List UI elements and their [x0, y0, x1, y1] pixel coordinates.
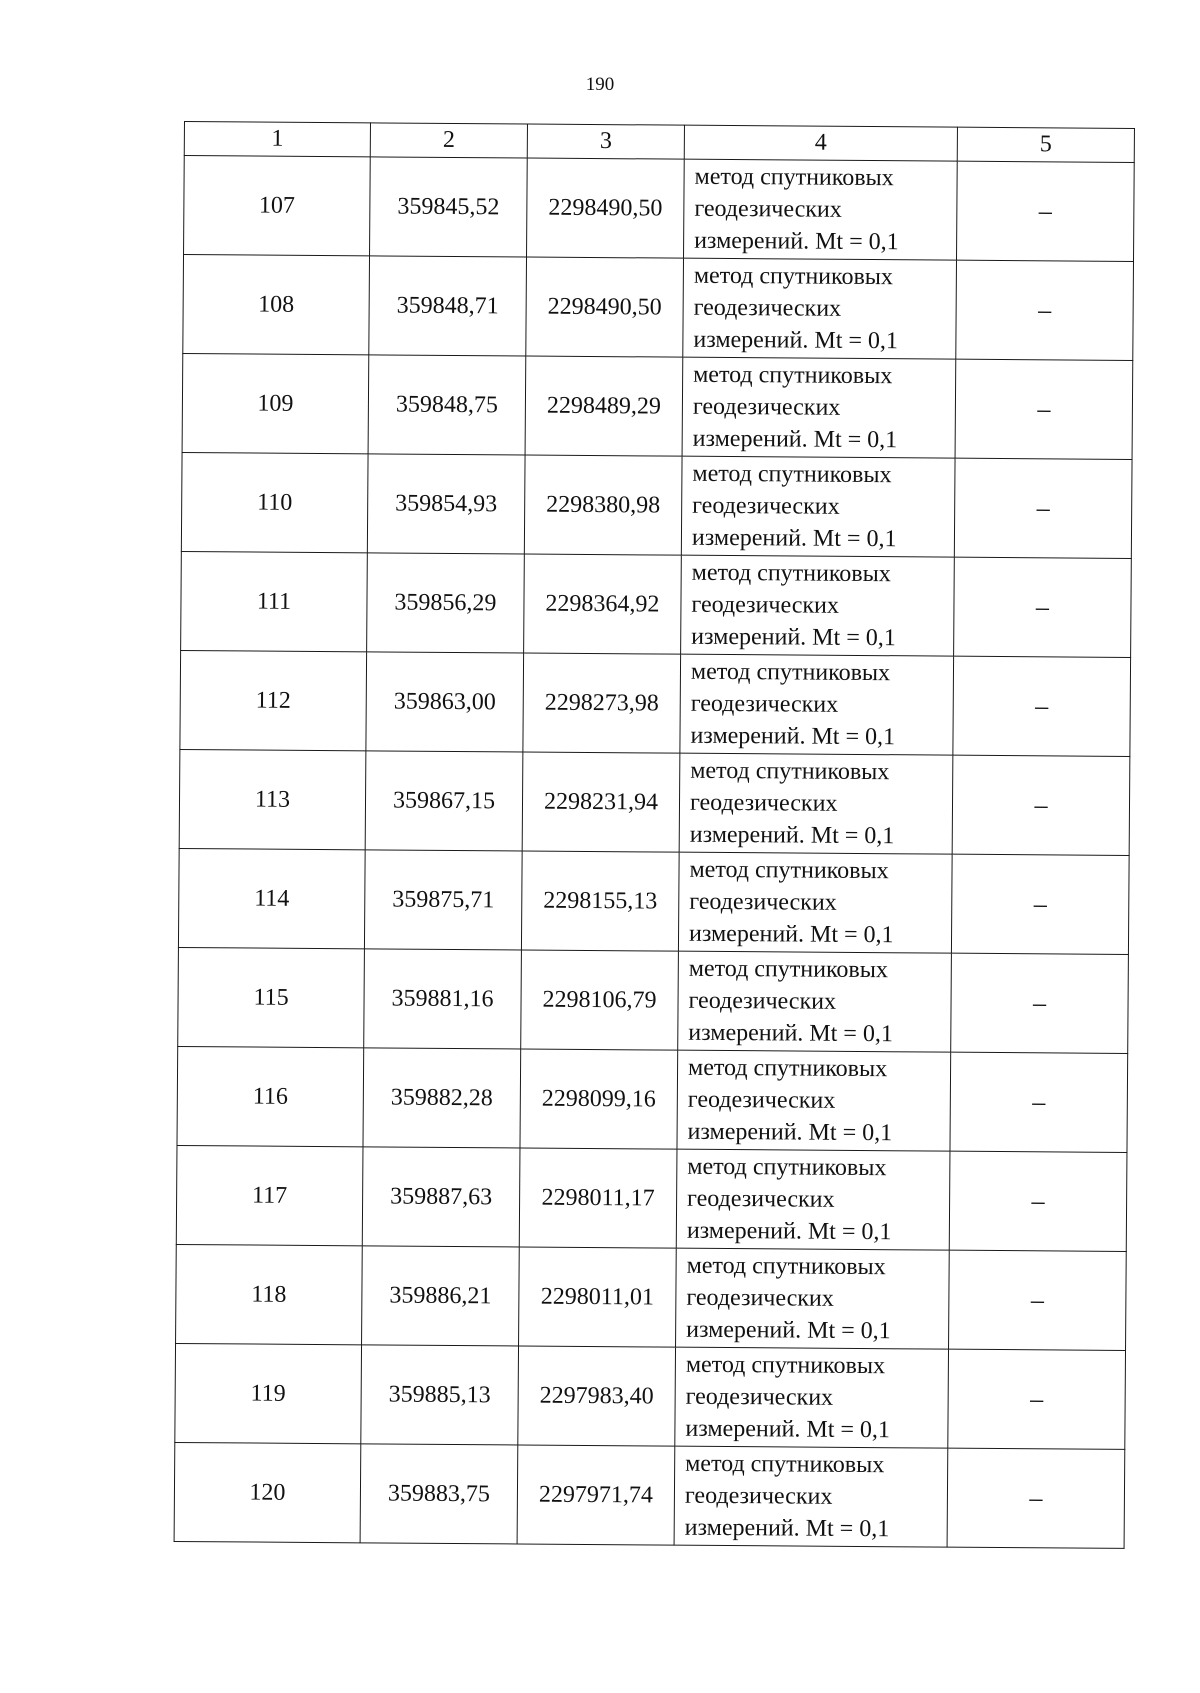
method-line-3: измерений. Mt = 0,1	[688, 920, 894, 949]
method-line-2: геодезических	[691, 591, 840, 619]
coordinate-x-cell: 359845,52	[370, 157, 528, 257]
method-line-1: метод спутниковых	[685, 1351, 886, 1380]
coordinate-y-cell: 2298099,16	[520, 1049, 678, 1149]
header-col-3: 3	[527, 124, 684, 159]
method-cell	[681, 456, 955, 557]
coordinate-x-cell: 359885,13	[361, 1345, 519, 1445]
page-number: 190	[585, 74, 615, 95]
point-number-cell: 108	[183, 255, 370, 355]
method-line-1: метод спутниковых	[690, 658, 891, 687]
method-line-1: метод спутниковых	[687, 1054, 888, 1083]
method-cell	[682, 357, 956, 458]
method-cell	[684, 159, 958, 260]
description-cell: –	[956, 260, 1134, 360]
method-line-3: измерений. Mt = 0,1	[693, 326, 899, 355]
coordinate-x-cell: 359882,28	[363, 1048, 521, 1148]
point-number-cell: 120	[174, 1442, 361, 1542]
method-cell	[676, 1149, 950, 1250]
coordinate-y-cell: 2297971,74	[517, 1445, 675, 1545]
table-row	[177, 1046, 1128, 1152]
method-cell	[676, 1248, 950, 1349]
method-line-2: геодезических	[694, 195, 842, 223]
method-line-2: геодезических	[687, 1185, 835, 1213]
coordinate-x-cell: 359848,75	[368, 355, 526, 455]
description-cell: –	[949, 1151, 1127, 1251]
coordinates-table-wrapper	[174, 121, 1135, 1549]
method-line-1: метод спутниковых	[691, 559, 891, 588]
table-row	[183, 255, 1134, 361]
method-line-1: метод спутниковых	[686, 1252, 886, 1281]
method-line-1: метод спутниковых	[685, 1450, 885, 1479]
table-row	[179, 749, 1130, 855]
table-row	[182, 353, 1133, 459]
table-row	[181, 551, 1132, 657]
description-cell: –	[952, 755, 1130, 855]
point-number-cell: 114	[178, 848, 365, 948]
header-col-1: 1	[184, 122, 370, 157]
coordinate-x-cell: 359875,71	[364, 850, 522, 950]
point-number-cell: 117	[176, 1145, 363, 1245]
point-number-cell: 116	[177, 1046, 364, 1146]
description-cell: –	[950, 1052, 1128, 1152]
point-number-cell: 107	[184, 156, 371, 256]
method-line-1: метод спутниковых	[693, 361, 893, 390]
method-cell	[678, 852, 952, 953]
description-cell: –	[947, 1448, 1125, 1548]
method-line-2: геодезических	[692, 492, 840, 520]
coordinate-x-cell: 359883,75	[360, 1444, 518, 1544]
method-line-1: метод спутниковых	[688, 955, 888, 984]
coordinate-y-cell: 2298364,92	[524, 554, 682, 654]
method-line-2: геодезических	[689, 789, 838, 817]
method-cell	[678, 951, 952, 1052]
method-line-2: геодезических	[688, 987, 837, 1015]
coordinate-x-cell: 359887,63	[362, 1147, 520, 1247]
coordinate-y-cell: 2298155,13	[521, 851, 679, 951]
method-cell	[674, 1446, 948, 1547]
method-cell	[679, 753, 953, 854]
table-row	[176, 1145, 1127, 1251]
coordinate-y-cell: 2298011,17	[519, 1148, 677, 1248]
coordinates-table	[174, 121, 1135, 1549]
method-line-1: метод спутниковых	[689, 856, 889, 885]
method-line-3: измерений. Mt = 0,1	[685, 1415, 891, 1444]
method-line-1: метод спутниковых	[690, 757, 890, 786]
method-line-3: измерений. Mt = 0,1	[691, 623, 896, 652]
description-cell: –	[953, 656, 1131, 756]
method-line-2: геодезических	[687, 1086, 836, 1114]
coordinate-y-cell: 2298106,79	[521, 950, 679, 1050]
method-line-3: измерений. Mt = 0,1	[686, 1316, 891, 1345]
method-line-3: измерений. Mt = 0,1	[689, 821, 895, 850]
method-line-2: геодезических	[693, 294, 842, 322]
method-cell	[677, 1050, 951, 1151]
coordinate-y-cell: 2298380,98	[524, 455, 682, 555]
method-line-3: измерений. Mt = 0,1	[690, 722, 896, 751]
table-row	[178, 848, 1129, 954]
method-line-3: измерений. Mt = 0,1	[694, 227, 899, 256]
method-line-2: геодезических	[685, 1383, 834, 1411]
table-row	[180, 650, 1131, 756]
method-cell	[681, 555, 955, 656]
method-cell	[680, 654, 954, 755]
method-line-3: измерений. Mt = 0,1	[691, 524, 897, 553]
description-cell: –	[949, 1250, 1127, 1350]
point-number-cell: 118	[176, 1244, 363, 1344]
method-cell	[675, 1347, 949, 1448]
method-line-3: измерений. Mt = 0,1	[692, 425, 898, 454]
point-number-cell: 109	[182, 353, 369, 453]
method-line-1: метод спутниковых	[687, 1153, 887, 1182]
method-line-3: измерений. Mt = 0,1	[687, 1118, 893, 1147]
method-line-2: геодезических	[692, 393, 841, 421]
method-line-3: измерений. Mt = 0,1	[686, 1217, 892, 1246]
point-number-cell: 110	[181, 452, 368, 552]
method-line-2: геодезических	[690, 690, 839, 718]
coordinate-y-cell: 2298490,50	[527, 158, 685, 258]
method-line-3: измерений. Mt = 0,1	[688, 1019, 893, 1048]
method-line-1: метод спутниковых	[694, 163, 894, 192]
table-row	[178, 947, 1129, 1053]
point-number-cell: 112	[180, 650, 367, 750]
table-row	[184, 156, 1135, 262]
method-line-2: геодезических	[686, 1284, 834, 1312]
table-body	[174, 156, 1134, 1549]
coordinate-x-cell: 359854,93	[367, 454, 525, 554]
table-row	[176, 1244, 1127, 1350]
description-cell: –	[951, 854, 1129, 954]
coordinate-y-cell: 2298231,94	[522, 752, 680, 852]
description-cell: –	[957, 161, 1135, 261]
method-line-1: метод спутниковых	[692, 460, 892, 489]
header-col-4: 4	[684, 125, 957, 161]
description-cell: –	[948, 1349, 1126, 1449]
method-cell	[683, 258, 957, 359]
coordinate-y-cell: 2298489,29	[525, 356, 683, 456]
description-cell: –	[955, 359, 1133, 459]
coordinate-y-cell: 2297983,40	[518, 1346, 676, 1446]
method-line-1: метод спутниковых	[693, 262, 894, 291]
point-number-cell: 119	[175, 1343, 362, 1443]
description-cell: –	[954, 458, 1132, 558]
coordinate-x-cell: 359886,21	[362, 1246, 520, 1346]
point-number-cell: 111	[181, 551, 368, 651]
point-number-cell: 115	[178, 947, 365, 1047]
coordinate-y-cell: 2298011,01	[519, 1247, 677, 1347]
point-number-cell: 113	[179, 749, 366, 849]
table-row	[181, 452, 1132, 558]
method-line-2: геодезических	[689, 888, 837, 916]
coordinate-y-cell: 2298490,50	[526, 257, 684, 357]
coordinate-x-cell: 359881,16	[364, 949, 522, 1049]
coordinate-x-cell: 359863,00	[366, 652, 524, 752]
method-line-3: измерений. Mt = 0,1	[684, 1514, 890, 1543]
table-row	[174, 1442, 1125, 1548]
description-cell: –	[954, 557, 1132, 657]
method-line-2: геодезических	[684, 1482, 833, 1510]
coordinate-x-cell: 359848,71	[369, 256, 527, 356]
header-col-2: 2	[370, 123, 527, 158]
table-row	[175, 1343, 1126, 1449]
coordinate-x-cell: 359856,29	[367, 553, 525, 653]
header-col-5: 5	[957, 127, 1134, 162]
description-cell: –	[951, 953, 1129, 1053]
coordinate-x-cell: 359867,15	[365, 751, 523, 851]
coordinate-y-cell: 2298273,98	[523, 653, 681, 753]
